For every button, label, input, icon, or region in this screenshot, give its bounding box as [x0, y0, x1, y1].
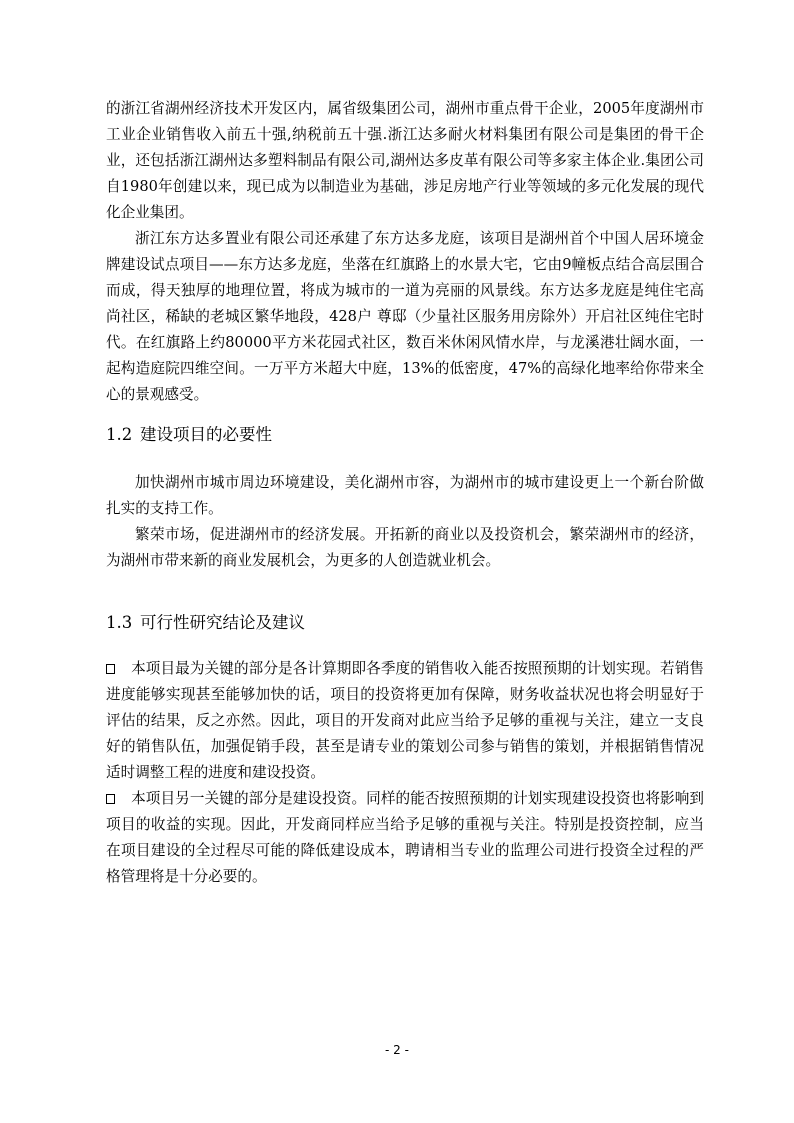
page-number: - 2 - [385, 1043, 409, 1057]
section-heading-1-3 [106, 610, 704, 636]
section-title: 建设项目的必要性 [140, 425, 272, 444]
checkbox-bullet-icon [106, 664, 115, 674]
section-number: 1.3 [106, 613, 133, 632]
section-number: 1.2 [106, 425, 133, 444]
section-heading-1-2 [106, 422, 704, 448]
bullet-text: 本项目另一关键的部分是建设投资。同样的能否按照预期的计划实现建设投资也将影响到项目的收益的实现。因此，开发商同样应当给予足够的重视与关注。特别是投资控制，应当在项目建设的全过程尽可能的降低建设成本，聘请相当专业的监理公司进行投资全过程的严格管理将是十分必要的。 [106, 790, 704, 885]
checkbox-bullet-icon [106, 794, 115, 804]
bullet-text: 本项目最为关键的部分是各计算期即各季度的销售收入能否按照预期的计划实现。若销售进度能够实现甚至能够加快的话，项目的投资将更加有保障，财务收益状况也将会明显好于评估的结果，反之亦然。因此，项目的开发商对此应当给予足够的重视与关注，建立一支良好的销售队伍，加强促销手段，甚至是请专业的策划公司参与销售的策划，并根据销售情况适时调整工程的进度和建设投资。 [106, 660, 704, 781]
bullet-item-investment [106, 786, 704, 890]
paragraph-company-intro: 的浙江省湖州经济技术开发区内，属省级集团公司，湖州市重点骨干企业，2005年度湖州市工业企业销售收入前五十强,纳税前五十强.浙江达多耐火材料集团有限公司是集团的骨干企业，还包括浙江湖州达多塑料制品有限公司,湖州达多皮革有限公司等多家主体企业.集团公司自1980年创建以来，现已成为以制造业为基础，涉足房地产行业等领域的多元化发展的现代化企业集团。 [106, 100, 704, 221]
paragraph-necessity-1: 加快湖州市城市周边环境建设，美化湖州市容，为湖州市的城市建设更上一个新台阶做扎实的支持工作。 [106, 474, 704, 517]
paragraph-necessity-2: 繁荣市场，促进湖州市的经济发展。开拓新的商业以及投资机会，繁荣湖州市的经济，为湖州市带来新的商业发展机会，为更多的人创造就业机会。 [106, 526, 704, 569]
document-page [106, 96, 704, 890]
bullet-item-sales [106, 656, 704, 786]
section-title: 可行性研究结论及建议 [140, 613, 305, 632]
paragraph-project-intro: 浙江东方达多置业有限公司还承建了东方达多龙庭，该项目是湖州首个中国人居环境金牌建设试点项目——东方达多龙庭，坐落在红旗路上的水景大宅，它由9幢板点结合高层围合而成，得天独厚的地理位置，将成为城市的一道为亮丽的风景线。东方达多龙庭是纯住宅高尚社区，稀缺的老城区繁华地段，428户 尊邸（少量社区服务用房除外）开启社区纯住宅时代。在红旗路上约80000平方米花园式社区，数百米休闲风情水岸，与龙溪港壮阔水面，一起构造庭院四维空间。一万平方米超大中庭，13%的低密度，47%的高绿化地率给你带来全心的景观感受。 [106, 230, 704, 403]
